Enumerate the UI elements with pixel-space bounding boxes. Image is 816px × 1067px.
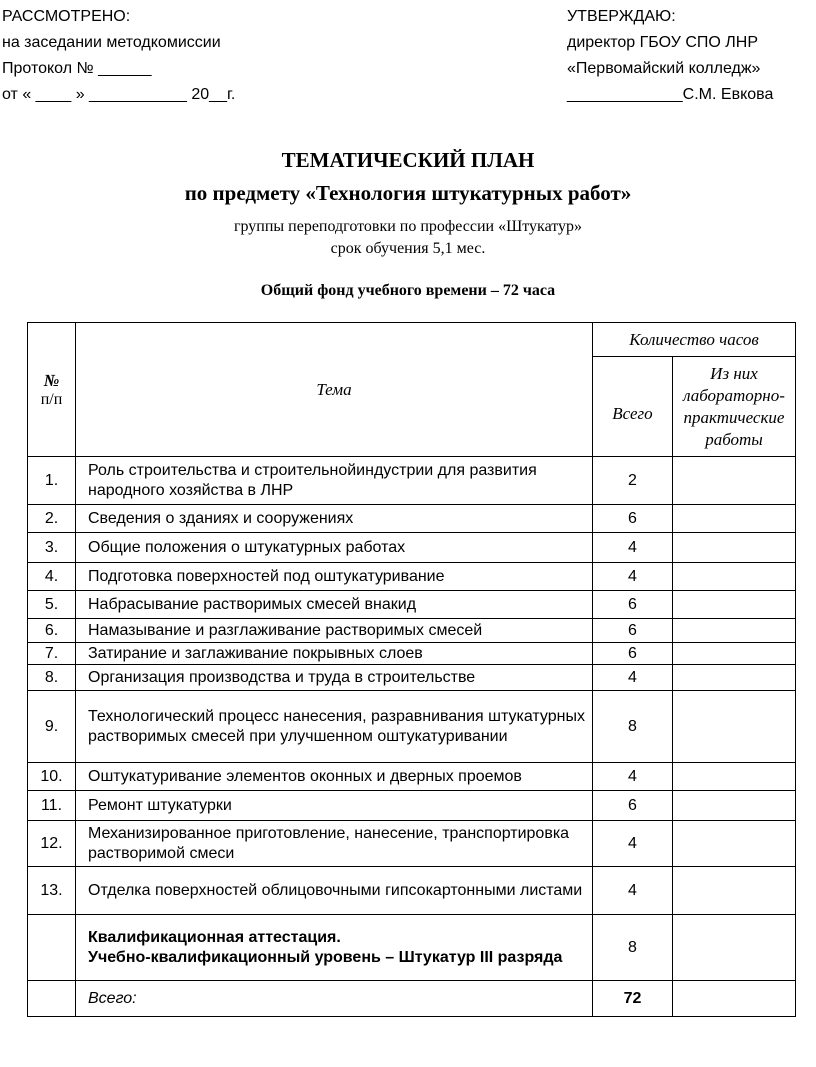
attestation-hours: 8 [593,915,673,981]
row-number: 1. [28,457,76,505]
col-topic-header: Тема [76,323,593,457]
col-hours-header: Количество часов [593,323,796,357]
row-number: 8. [28,665,76,691]
total-label: Всего: [76,981,593,1017]
row-hours: 4 [593,533,673,563]
row-topic: Технологический процесс нанесения, разравнивания штукатурных растворимых смесей при улучшенном оштукатуривании [76,691,593,763]
date-line: от « ____ » ___________ 20__г. [2,86,236,103]
row-topic: Общие положения о штукатурных работах [76,533,593,563]
row-hours: 6 [593,791,673,821]
row-topic: Затирание и заглаживание покрывных слоев [76,643,593,665]
group-line: группы переподготовки по профессии «Штукатур» [233,218,583,235]
row-lab-hours [673,457,796,505]
table-row [28,821,796,867]
row-hours: 4 [593,563,673,591]
row-number: 9. [28,691,76,763]
row-topic: Намазывание и разглаживание растворимых смесей [76,619,593,643]
table-row [28,867,796,915]
row-number: 3. [28,533,76,563]
row-lab-hours [673,867,796,915]
row-lab-hours [673,643,796,665]
row-hours: 6 [593,643,673,665]
total-row [28,981,796,1017]
committee-line: на заседании методкомиссии [2,34,221,51]
row-hours: 8 [593,691,673,763]
signature-line: _____________С.М. Евкова [567,86,774,103]
table-row [28,643,796,665]
attestation-row [28,915,796,981]
total-lab-hours [673,981,796,1017]
table-row [28,505,796,533]
row-topic: Набрасывание растворимых смесей внакид [76,591,593,619]
row-number: 2. [28,505,76,533]
row-hours: 6 [593,591,673,619]
table-row [28,665,796,691]
number-sub: п/п [40,390,63,408]
table-row [28,763,796,791]
table-row [28,791,796,821]
time-fund-line: Общий фонд учебного времени – 72 часа [260,282,556,299]
row-number: 12. [28,821,76,867]
row-number: 6. [28,619,76,643]
row-lab-hours [673,533,796,563]
number-symbol: № [43,370,60,390]
col-total-header: Всего [593,357,673,457]
col-lab-header: Из них лабораторно-практические работы [673,357,796,457]
row-lab-hours [673,563,796,591]
row-topic: Подготовка поверхностей под оштукатуривание [76,563,593,591]
row-lab-hours [673,591,796,619]
document-title: ТЕМАТИЧЕСКИЙ ПЛАН [281,148,535,172]
approval-block-right [567,4,773,108]
attestation-topic [76,915,593,981]
approve-label: УТВЕРЖДАЮ: [567,8,676,25]
attestation-line-1: Квалификационная аттестация. [88,928,341,946]
row-lab-hours [673,821,796,867]
row-lab-hours [673,505,796,533]
row-number: 10. [28,763,76,791]
row-number: 11. [28,791,76,821]
row-number: 13. [28,867,76,915]
row-hours: 2 [593,457,673,505]
row-hours: 4 [593,867,673,915]
table-row [28,533,796,563]
row-hours: 6 [593,619,673,643]
table-row [28,563,796,591]
row-lab-hours [673,763,796,791]
col-number-header [28,323,76,457]
row-hours: 6 [593,505,673,533]
table-row [28,619,796,643]
table-row [28,691,796,763]
term-line: срок обучения 5,1 мес. [330,240,486,257]
thematic-plan-table [27,322,796,1017]
row-hours: 4 [593,665,673,691]
attestation-number [28,915,76,981]
row-lab-hours [673,791,796,821]
approval-block-left [2,4,235,108]
row-lab-hours [673,691,796,763]
row-topic: Организация производства и труда в строительстве [76,665,593,691]
director-line: директор ГБОУ СПО ЛНР [567,34,758,51]
reviewed-label: РАССМОТРЕНО: [2,8,131,25]
row-topic: Оштукатуривание элементов оконных и дверных проемов [76,763,593,791]
protocol-line: Протокол № ______ [2,60,152,77]
row-lab-hours [673,619,796,643]
subject-title: по предмету «Технология штукатурных работ» [184,181,632,205]
row-lab-hours [673,665,796,691]
row-number: 7. [28,643,76,665]
row-topic: Механизированное приготовление, нанесение, транспортировка растворимой смеси [76,821,593,867]
row-topic: Ремонт штукатурки [76,791,593,821]
row-hours: 4 [593,763,673,791]
row-topic: Отделка поверхностей облицовочными гипсокартонными листами [76,867,593,915]
table-row [28,591,796,619]
row-number: 5. [28,591,76,619]
row-hours: 4 [593,821,673,867]
attestation-line-2: Учебно-квалификационный уровень – Штукатур III разряда [88,948,563,966]
table-row [28,457,796,505]
total-number [28,981,76,1017]
attestation-lab-hours [673,915,796,981]
row-topic: Сведения о зданиях и сооружениях [76,505,593,533]
row-topic: Роль строительства и строительнойиндустрии для развития народного хозяйства в ЛНР [76,457,593,505]
total-hours: 72 [593,981,673,1017]
college-line: «Первомайский колледж» [567,60,761,77]
row-number: 4. [28,563,76,591]
